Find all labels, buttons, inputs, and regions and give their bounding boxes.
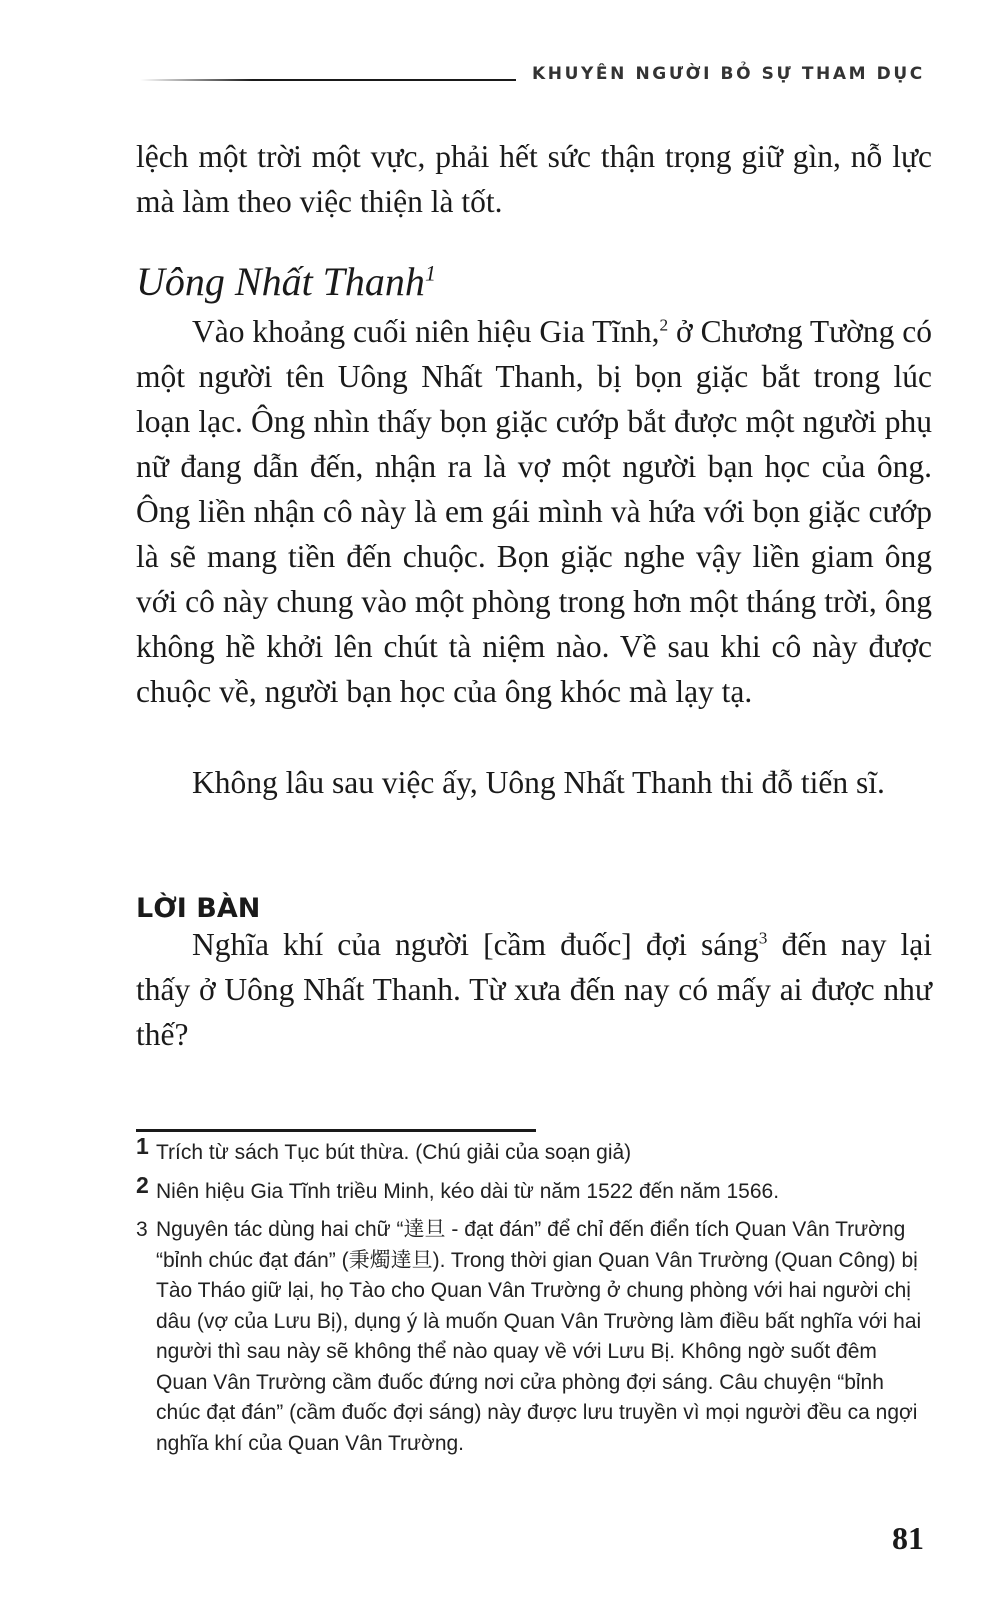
continuation-paragraph: lệch một trời một vực, phải hết sức thận trọng giữ gìn, nỗ lực mà làm theo việc thiện là tốt. <box>136 139 932 219</box>
footnote-2 <box>136 1171 932 1208</box>
footnote-text: Niên hiệu Gia Tĩnh triều Minh, kéo dài từ năm 1522 đến năm 1566. <box>156 1179 780 1203</box>
footnote-ref-3: 3 <box>758 928 768 948</box>
story-paragraph-1 <box>136 309 932 714</box>
footnote-text: Nguyên tác dùng hai chữ “達旦 - đạt đán” để chỉ đến điển tích Quan Vân Trường “bỉnh chúc đạt đán” (秉燭達旦). Trong thời gian Quan Vân Trường (Quan Công) bị Tào Tháo giữ lại, họ Tào cho Quan Vân Trường ở chung phòng với hai người chị dâu (vợ của Lưu Bị), dụng ý là muốn Quan Vân Trường làm điều bất nghĩa với hai người thì sau này sẽ không thể nào quay về với Lưu Bị. Không ngờ suốt đêm Quan Vân Trường cầm đuốc đứng nơi cửa phòng đợi sáng. Câu chuyện “bỉnh chúc đạt đán” (cầm đuốc đợi sáng) này được lưu truyền vì mọi người đều ca ngợi nghĩa khí của Quan Vân Trường. <box>156 1218 922 1455</box>
story-title <box>136 258 436 305</box>
footnote-number: 2 <box>136 1171 149 1198</box>
footnote-ref-1: 1 <box>424 260 436 286</box>
header-rule <box>140 79 516 81</box>
footnote-text: Trích từ sách Tục bút thừa. (Chú giải của soạn giả) <box>156 1141 632 1164</box>
commentary-rest: đến nay lại thấy ở Uông Nhất Thanh. Từ xưa đến nay có mấy ai được như thế? <box>136 927 932 1052</box>
footnote-ref-2: 2 <box>659 315 669 335</box>
commentary-paragraph <box>136 922 932 1057</box>
commentary-heading: LỜI BÀN <box>136 893 261 924</box>
footnote-1 <box>136 1133 932 1169</box>
story-paragraph-1-rest: ở Chương Tường có một người tên Uông Nhất Thanh, bị bọn giặc bắt trong lúc loạn lạc. Ông nhìn thấy bọn giặc cướp bắt được một người phụ nữ đang dẫn đến, nhận ra là vợ một người bạn học của ông. Ông liền nhận cô này là em gái mình và hứa với bọn giặc cướp là sẽ mang tiền đến chuộc. Bọn giặc nghe vậy liền giam ông với cô này chung vào một phòng trong hơn một tháng trời, ông không hề khởi lên chút tà niệm nào. Về sau khi cô này được chuộc về, người bạn học của ông khóc mà lạy tạ. <box>136 314 932 709</box>
footnote-number: 1 <box>136 1133 149 1159</box>
story-paragraph-2: Không lâu sau việc ấy, Uông Nhất Thanh thi đỗ tiến sĩ. <box>192 765 885 800</box>
footnote-rule <box>136 1129 536 1132</box>
running-head: KHUYÊN NGƯỜI BỎ SỰ THAM DỤC <box>532 64 925 84</box>
commentary-start: Nghĩa khí của người [cầm đuốc] đợi sáng <box>192 927 759 962</box>
footnotes <box>136 1133 932 1467</box>
footnote-number: 3 <box>136 1218 148 1241</box>
page-number: 81 <box>892 1520 924 1556</box>
footnote-3 <box>136 1215 932 1459</box>
story-paragraph-1-start: Vào khoảng cuối niên hiệu Gia Tĩnh, <box>192 314 660 349</box>
story-title-text: Uông Nhất Thanh <box>136 259 425 304</box>
